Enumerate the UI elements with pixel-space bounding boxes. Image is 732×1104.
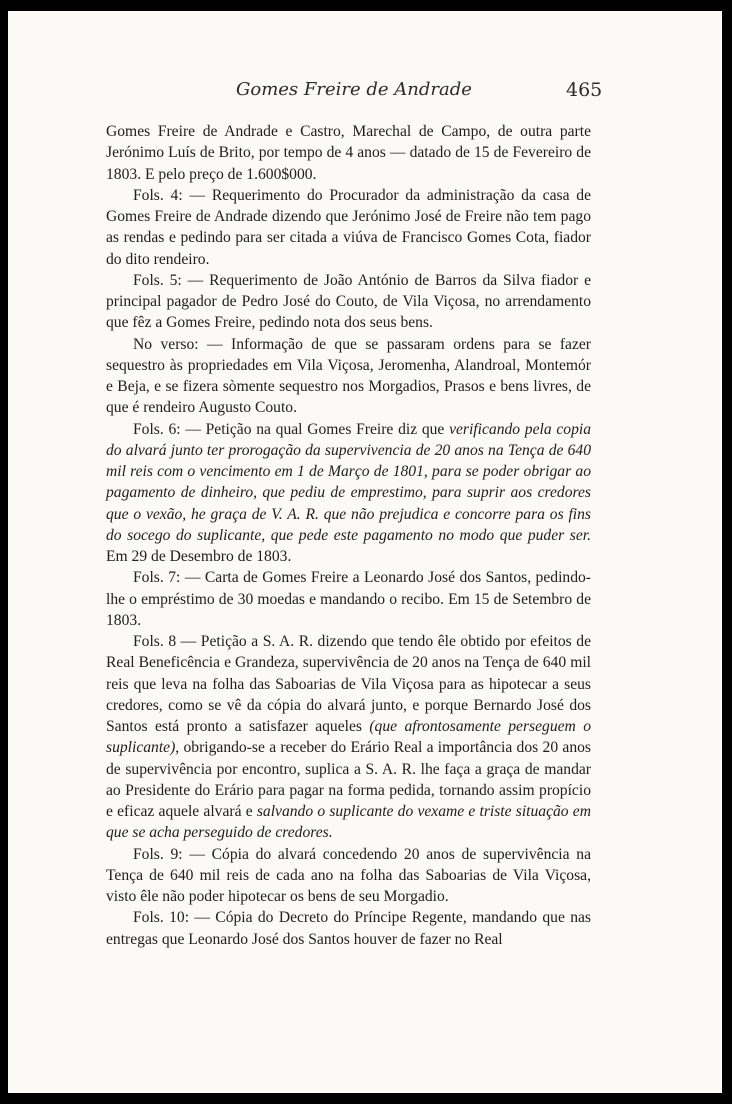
paragraph — [106, 334, 591, 419]
paragraph — [106, 907, 591, 950]
paragraph — [106, 270, 591, 334]
running-header-title: Gomes Freire de Andrade — [236, 79, 472, 100]
text-segment: , obrigando-se a receber do Erário Real a importância dos 20 anos de supervivência por encontro, suplica a S. A. R. lhe faça a graça de mandar ao Presidente do Erário para pagar na forma pedida, tornando assim propício e eficaz aquele alvará e — [106, 739, 591, 820]
text-segment: Fols. 9: — Cópia do alvará concedendo 20 anos de supervivência na Tença de 640 mil reis de cada ano na folha das Saboarias de Vila Viçosa, visto êle não poder hipotecar os bens de seu Morgadio. — [106, 845, 591, 905]
text-segment: Em 29 de Desembro de 1803. — [106, 548, 292, 565]
page-number: 465 — [566, 79, 603, 101]
text-segment: Fols. 8 — Petição a S. A. R. dizendo que tendo êle obtido por efeitos de Real Beneficência e Grandeza, supervivência de 20 anos na Tença de 640 mil reis que leva na folha das Saboarias de Vila Viçosa para as hipotecar a seus credores, como se vê da cópia do alvará junto, e porque Bernardo José dos Santos está pronto a satisfazer aqueles — [106, 633, 591, 735]
text-segment: Fols. 7: — Carta de Gomes Freire a Leonardo José dos Santos, pedindo-lhe o empréstimo de 30 moedas e mandando o recibo. Em 15 de Setembro de 1803. — [106, 569, 591, 629]
paragraph — [106, 419, 591, 568]
italic-text-segment: (que afrontosamente perseguem o suplicante) — [106, 718, 591, 757]
italic-text-segment: verificando pela copia do alvará junto ter prorogação da supervivencia de 20 anos na Tença de 640 mil reis com o vencimento em 1 de Março de 1801, para se poder obrigar ao pagamento de dinheiro, que pediu de emprestimo, para suprir aos credores que o vexão, he graça de V. A. R. que não prejudica e concorre para os fins do socego do suplicante, que pede este pagamento no modo que puder ser. — [106, 420, 591, 544]
paragraph — [106, 844, 591, 908]
italic-text-segment: salvando o suplicante do vexame e triste situação em que se acha perseguido de credores. — [106, 803, 591, 842]
text-segment: No verso: — Informação de que se passaram ordens para se fazer sequestro às propriedades em Vila Viçosa, Jeromenha, Alandroal, Montemór e Beja, e se fizera sòmente sequestro nos Morgadios, Prasos e bens livres, de que é rendeiro Augusto Couto. — [106, 335, 591, 417]
text-segment: Fols. 6: — Petição na qual Gomes Freire diz que — [133, 420, 450, 438]
book-page — [8, 11, 722, 1093]
paragraph — [106, 567, 591, 631]
paragraph — [106, 121, 591, 185]
body-text — [106, 121, 591, 950]
text-segment: Gomes Freire de Andrade e Castro, Marechal de Campo, de outra parte Jerónimo Luís de Brito, por tempo de 4 anos — datado de 15 de Fevereiro de 1803. E pelo preço de 1.600$000. — [106, 123, 591, 183]
paragraph — [106, 631, 591, 844]
text-segment: Fols. 5: — Requerimento de João António de Barros da Silva fiador e principal pagador de Pedro José do Couto, de Vila Viçosa, no arrendamento que fêz a Gomes Freire, pedindo nota dos seus bens. — [106, 271, 591, 332]
paragraph — [106, 185, 591, 270]
text-segment: Fols. 4: — Requerimento do Procurador da administração da casa de Gomes Freire de Andrade dizendo que Jerónimo José de Freire não tem pago as rendas e pedindo para ser citada a viúva de Francisco Gomes Cota, fiador do dito rendeiro. — [106, 186, 591, 268]
text-segment: Fols. 10: — Cópia do Decreto do Príncipe Regente, mandando que nas entregas que Leonardo José dos Santos houver de fazer no Real — [106, 909, 591, 948]
